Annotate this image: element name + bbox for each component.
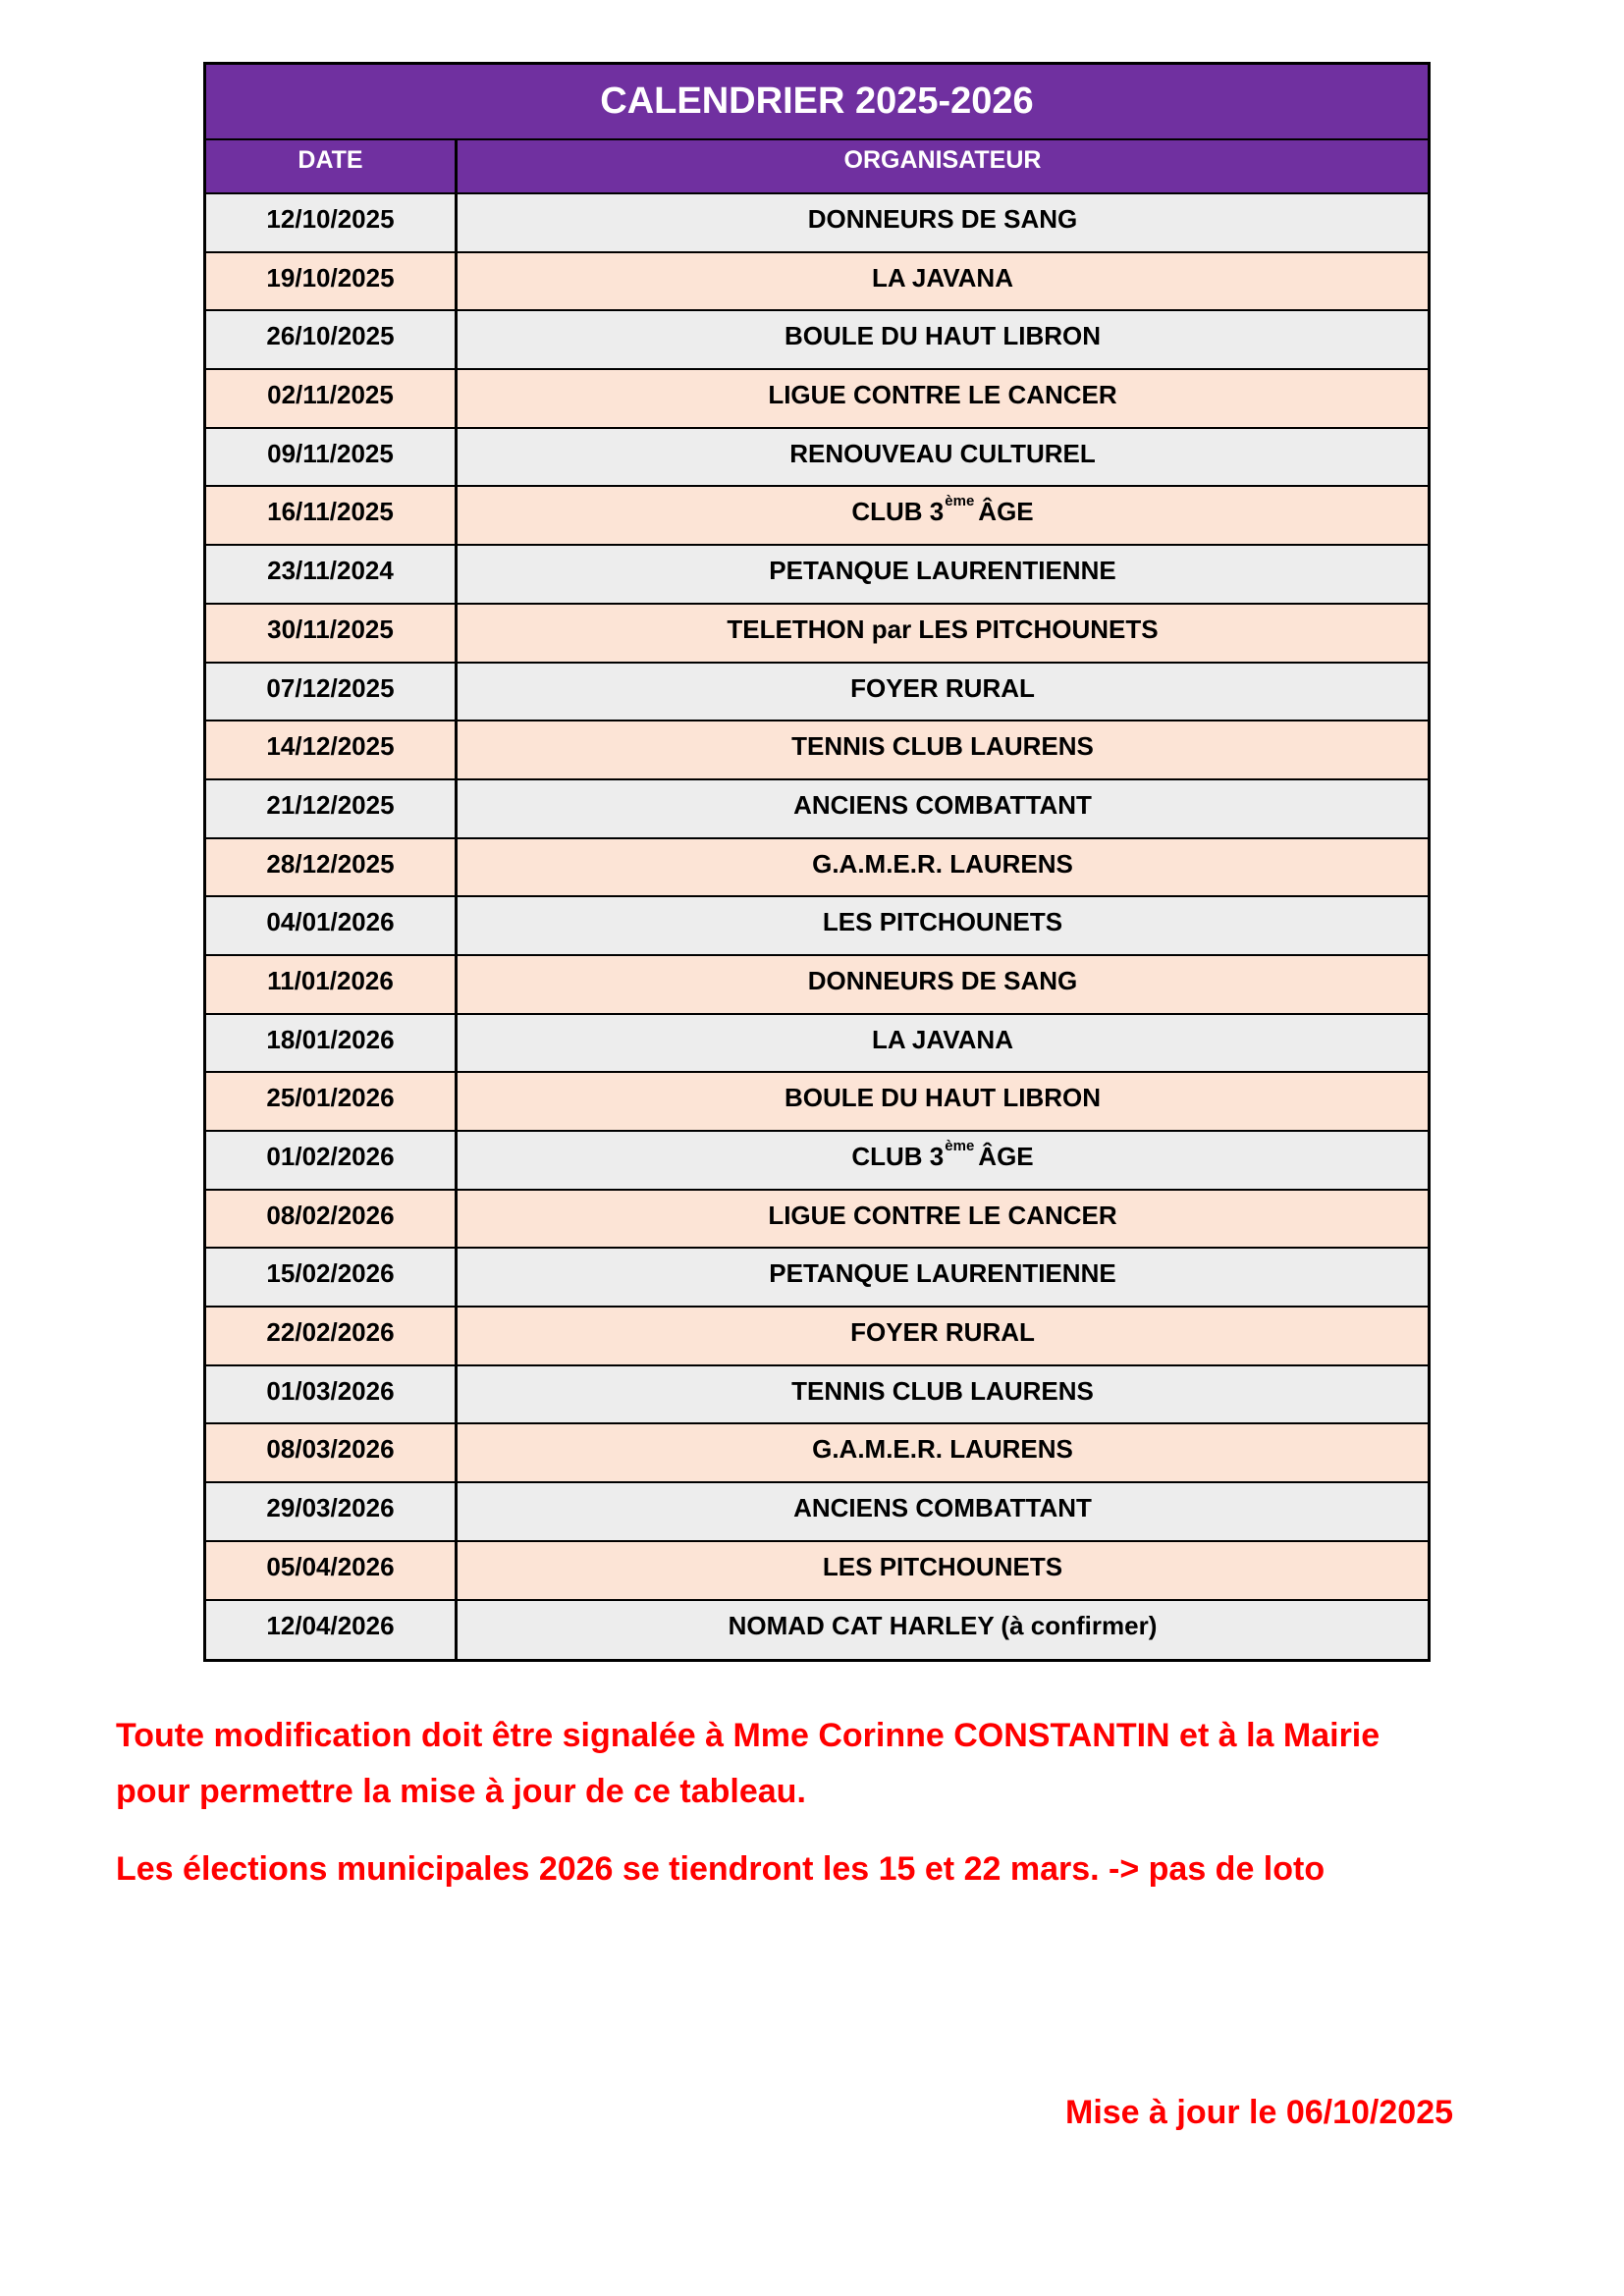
organizer-cell: LA JAVANA bbox=[872, 262, 1013, 293]
column-header-organizer: ORGANISATEUR bbox=[843, 146, 1042, 174]
organizer-name: CLUB 3 bbox=[851, 1142, 945, 1171]
organizer-cell: ANCIENS COMBATTANT bbox=[793, 1493, 1092, 1523]
organizer-cell: TELETHON par LES PITCHOUNETS bbox=[727, 614, 1159, 644]
organizer-cell: BOULE DU HAUT LIBRON bbox=[784, 321, 1102, 351]
date-cell: 08/02/2026 bbox=[206, 1191, 458, 1248]
date-cell: 21/12/2025 bbox=[206, 780, 458, 837]
table-row bbox=[206, 311, 1428, 370]
date-cell: 07/12/2025 bbox=[206, 664, 458, 721]
table-row bbox=[206, 194, 1428, 253]
table-title: CALENDRIER 2025-2026 bbox=[206, 65, 1428, 140]
elections-notice: Les élections municipales 2026 se tiendront les 15 et 22 mars. -> pas de loto bbox=[116, 1850, 1326, 1888]
date-cell: 01/03/2026 bbox=[206, 1366, 458, 1423]
organizer-cell: BOULE DU HAUT LIBRON bbox=[784, 1083, 1102, 1113]
organizer-cell: ANCIENS COMBATTANT bbox=[793, 789, 1092, 820]
date-cell: 04/01/2026 bbox=[206, 897, 458, 954]
date-cell: 15/02/2026 bbox=[206, 1249, 458, 1306]
calendar-table bbox=[203, 62, 1431, 1662]
date-cell: 12/04/2026 bbox=[206, 1601, 458, 1660]
date-cell: 09/11/2025 bbox=[206, 429, 458, 486]
organizer-cell: LES PITCHOUNETS bbox=[822, 1551, 1063, 1581]
date-cell: 14/12/2025 bbox=[206, 721, 458, 778]
table-row bbox=[206, 1424, 1428, 1483]
date-cell: 01/02/2026 bbox=[206, 1132, 458, 1189]
table-row bbox=[206, 370, 1428, 429]
organizer-name: CLUB 3 bbox=[851, 497, 945, 527]
ordinal-suffix: ème bbox=[945, 493, 975, 510]
table-row bbox=[206, 1483, 1428, 1542]
last-updated-text: Mise à jour le 06/10/2025 bbox=[1065, 2094, 1454, 2131]
table-row bbox=[206, 956, 1428, 1015]
organizer-cell: G.A.M.E.R. LAURENS bbox=[812, 1434, 1073, 1465]
organizer-cell: PETANQUE LAURENTIENNE bbox=[769, 1258, 1116, 1289]
organizer-cell: FOYER RURAL bbox=[850, 672, 1035, 703]
date-cell: 12/10/2025 bbox=[206, 194, 458, 251]
organizer-cell bbox=[458, 1132, 1428, 1189]
table-row bbox=[206, 546, 1428, 605]
table-row bbox=[206, 1542, 1428, 1601]
table-row bbox=[206, 1015, 1428, 1074]
column-header-date: DATE bbox=[206, 140, 458, 192]
modification-notice-line-1: Toute modification doit être signalée à Mme Corinne CONSTANTIN et à la Mairie bbox=[116, 1717, 1380, 1754]
table-row bbox=[206, 1308, 1428, 1366]
table-row bbox=[206, 780, 1428, 839]
table-row bbox=[206, 1073, 1428, 1132]
modification-notice bbox=[116, 1708, 1490, 1820]
date-cell: 22/02/2026 bbox=[206, 1308, 458, 1364]
table-row bbox=[206, 1191, 1428, 1250]
organizer-cell bbox=[458, 487, 1428, 544]
table-row bbox=[206, 1601, 1428, 1660]
organizer-cell: G.A.M.E.R. LAURENS bbox=[812, 848, 1073, 879]
date-cell: 29/03/2026 bbox=[206, 1483, 458, 1540]
organizer-name-suffix: ÂGE bbox=[978, 497, 1034, 527]
date-cell: 11/01/2026 bbox=[206, 956, 458, 1013]
organizer-cell: PETANQUE LAURENTIENNE bbox=[769, 556, 1116, 586]
date-cell: 18/01/2026 bbox=[206, 1015, 458, 1072]
date-cell: 30/11/2025 bbox=[206, 605, 458, 662]
organizer-cell: LIGUE CONTRE LE CANCER bbox=[768, 380, 1117, 410]
organizer-cell: FOYER RURAL bbox=[850, 1317, 1035, 1348]
organizer-cell: TENNIS CLUB LAURENS bbox=[791, 1375, 1094, 1406]
organizer-cell: NOMAD CAT HARLEY (à confirmer) bbox=[728, 1610, 1158, 1640]
date-cell: 02/11/2025 bbox=[206, 370, 458, 427]
organizer-cell: DONNEURS DE SANG bbox=[807, 204, 1078, 234]
modification-notice-line-2: pour permettre la mise à jour de ce tableau. bbox=[116, 1773, 806, 1810]
table-row bbox=[206, 429, 1428, 488]
table-header bbox=[206, 140, 1428, 194]
organizer-cell: DONNEURS DE SANG bbox=[807, 965, 1078, 995]
date-cell: 28/12/2025 bbox=[206, 839, 458, 896]
ordinal-suffix: ème bbox=[945, 1138, 975, 1154]
table-row bbox=[206, 721, 1428, 780]
organizer-name-suffix: ÂGE bbox=[978, 1142, 1034, 1171]
organizer-cell: LA JAVANA bbox=[872, 1024, 1013, 1054]
date-cell: 08/03/2026 bbox=[206, 1424, 458, 1481]
table-row bbox=[206, 1249, 1428, 1308]
table-row bbox=[206, 253, 1428, 312]
date-cell: 19/10/2025 bbox=[206, 253, 458, 310]
organizer-cell: RENOUVEAU CULTUREL bbox=[789, 438, 1096, 468]
date-cell: 26/10/2025 bbox=[206, 311, 458, 368]
table-row bbox=[206, 1132, 1428, 1191]
date-cell: 23/11/2024 bbox=[206, 546, 458, 603]
table-body bbox=[206, 194, 1428, 1659]
table-row bbox=[206, 839, 1428, 898]
table-row bbox=[206, 897, 1428, 956]
organizer-cell: LES PITCHOUNETS bbox=[822, 907, 1063, 937]
table-row bbox=[206, 1366, 1428, 1425]
table-row bbox=[206, 664, 1428, 722]
date-cell: 16/11/2025 bbox=[206, 487, 458, 544]
organizer-cell: TENNIS CLUB LAURENS bbox=[791, 731, 1094, 762]
date-cell: 25/01/2026 bbox=[206, 1073, 458, 1130]
table-row bbox=[206, 487, 1428, 546]
organizer-cell: LIGUE CONTRE LE CANCER bbox=[768, 1200, 1117, 1230]
date-cell: 05/04/2026 bbox=[206, 1542, 458, 1599]
table-row bbox=[206, 605, 1428, 664]
